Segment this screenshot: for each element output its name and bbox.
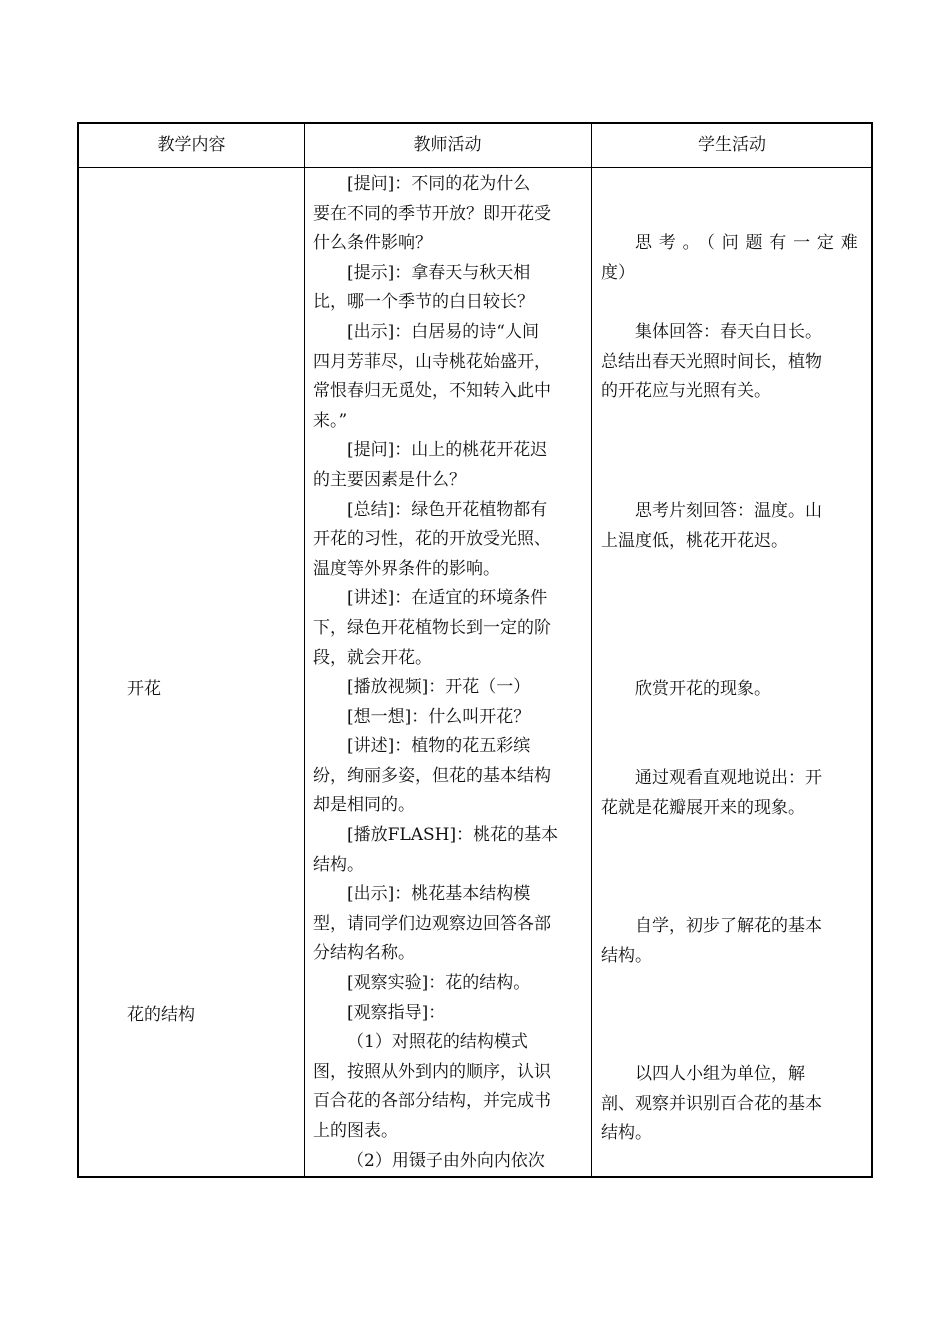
content-label-flowering: 开花 [127, 679, 161, 699]
teacher-line: 四月芳菲尽，山寺桃花始盛开， [313, 351, 551, 372]
teacher-line: 分结构名称。 [313, 943, 415, 964]
teacher-line: （1）对照花的结构模式 [347, 1032, 528, 1053]
teacher-line: 下，绿色开花植物长到一定的阶 [313, 617, 551, 638]
teacher-line: 上的图表。 [313, 1121, 398, 1141]
student-line: 集体回答：春天白日长。 [635, 322, 822, 342]
teacher-line: [观察实验]：花的结构。 [347, 973, 531, 994]
student-block [601, 318, 822, 407]
student-line: 思考片刻回答：温度。山 [635, 501, 822, 521]
header-divider [79, 167, 871, 168]
content-label-flower-structure: 花的结构 [127, 1005, 195, 1025]
lesson-table [77, 122, 873, 1178]
teacher-line: [播放视频]：开花（一） [347, 677, 531, 698]
student-line: 以四人小组为单位，解 [635, 1064, 805, 1084]
student-line: 上温度低，桃花开花迟。 [601, 530, 788, 551]
header-student: 学生活动 [698, 135, 766, 155]
teacher-line: [讲述]：植物的花五彩缤 [347, 736, 531, 757]
teacher-line: [播放FLASH]：桃花的基本 [347, 825, 559, 846]
teacher-line: [讲述]：在适宜的环境条件 [347, 588, 548, 609]
student-line: 总结出春天光照时间长，植物 [601, 351, 822, 372]
teacher-line: [出示]：桃花基本结构模 [347, 884, 531, 905]
student-block [601, 229, 865, 288]
student-line: 通过观看直观地说出：开 [635, 768, 822, 788]
teacher-line: [提示]：拿春天与秋天相 [347, 262, 531, 283]
teacher-line: 的主要因素是什么？ [313, 469, 466, 490]
teacher-line: [想一想]：什么叫开花？ [347, 706, 531, 727]
teacher-line: [总结]：绿色开花植物都有 [347, 499, 548, 520]
teacher-line: 开花的习性，花的开放受光照、 [313, 529, 551, 550]
student-line: 自学，初步了解花的基本 [635, 916, 822, 936]
teacher-line: [提问]：山上的桃花开花迟 [347, 440, 548, 461]
teacher-line: [提问]：不同的花为什么 [347, 174, 531, 194]
teacher-line: 结构。 [313, 854, 364, 875]
teacher-line: 常恨春归无觅处，不知转入此中 [313, 381, 551, 402]
teacher-line: 百合花的各部分结构，并完成书 [313, 1091, 551, 1112]
teacher-line: 比，哪一个季节的白日较长？ [313, 292, 534, 313]
student-block [601, 497, 822, 556]
student-line: 结构。 [601, 1123, 652, 1144]
header-content: 教学内容 [157, 135, 226, 155]
teacher-line: 要在不同的季节开放？即开花受 [313, 203, 551, 224]
teacher-line: 段，就会开花。 [313, 647, 432, 668]
student-line: 花就是花瓣展开来的现象。 [601, 797, 805, 818]
student-line: 结构。 [601, 945, 652, 966]
teacher-line: 什么条件影响？ [313, 233, 432, 254]
header-teacher: 教师活动 [413, 135, 482, 155]
student-line: 度） [601, 262, 635, 283]
student-line: 剖、观察并识别百合花的基本 [601, 1093, 822, 1114]
teacher-line: [观察指导]： [347, 1002, 446, 1023]
column-divider [304, 124, 305, 1176]
student-block [601, 1060, 822, 1149]
teacher-line: 却是相同的。 [313, 795, 415, 816]
teacher-line: 纷，绚丽多姿，但花的基本结构 [313, 765, 551, 786]
teacher-line: [出示]：白居易的诗“人间 [347, 321, 539, 342]
column-divider [591, 124, 592, 1176]
student-block [601, 912, 822, 971]
student-block [601, 675, 771, 705]
teacher-line: 图，按照从外到内的顺序，认识 [313, 1061, 551, 1082]
student-line: 思考。（问题有一定难 [635, 233, 865, 253]
teacher-line: 来。” [313, 410, 348, 431]
teacher-line: 型，请同学们边观察边回答各部 [313, 913, 551, 934]
student-line: 的开花应与光照有关。 [601, 381, 771, 402]
teacher-line: （2）用镊子由外向内依次 [347, 1150, 545, 1171]
teacher-line: 温度等外界条件的影响。 [313, 558, 500, 579]
teacher-activities [313, 170, 558, 1176]
student-line: 欣赏开花的现象。 [635, 679, 771, 699]
student-block [601, 764, 822, 823]
